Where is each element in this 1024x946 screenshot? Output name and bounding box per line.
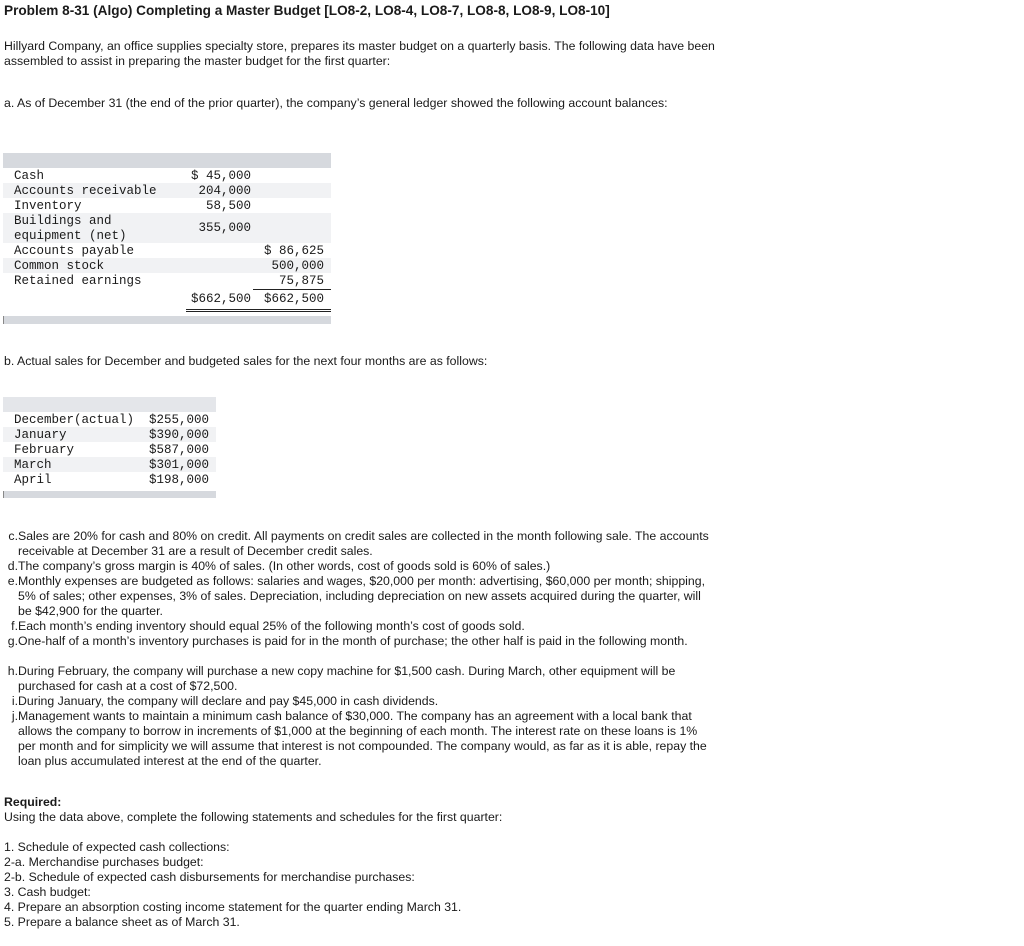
account-label-line2: equipment (net): [14, 229, 127, 243]
table-row: [3, 258, 331, 273]
debit-total: $662,500: [190, 292, 251, 306]
table-footer-bar: [3, 491, 216, 498]
item-i: [4, 694, 714, 709]
item-text: One-half of a month’s inventory purchases is paid for in the month of purchase; the other half is paid in the following month.: [18, 634, 688, 648]
required-item-2a: 2-a. Merchandise purchases budget:: [4, 855, 204, 869]
month-label: February: [14, 443, 75, 457]
table-row: [3, 183, 331, 198]
table-footer-bar: [3, 316, 331, 324]
debit-value: 58,500: [205, 199, 251, 213]
table-row: [3, 198, 331, 213]
total-rule-1: [186, 309, 331, 310]
credit-value: 500,000: [271, 259, 324, 273]
account-label: Accounts payable: [14, 244, 135, 258]
required-item-5: 5. Prepare a balance sheet as of March 31.: [4, 915, 240, 929]
sales-amount: $301,000: [148, 458, 209, 472]
account-label: Cash: [14, 169, 45, 183]
required-intro: Using the data above, complete the following statements and schedules for the first quarter:: [4, 810, 503, 824]
table-row: [3, 427, 216, 442]
table-header-bar: [3, 153, 331, 168]
required-item-3: 3. Cash budget:: [4, 885, 91, 899]
item-j: [4, 709, 714, 769]
month-label: April: [14, 473, 52, 487]
account-label: Common stock: [14, 259, 105, 273]
debit-value: $ 45,000: [190, 169, 251, 183]
sales-amount: $390,000: [148, 428, 209, 442]
item-g: [4, 634, 714, 649]
intro-paragraph: Hillyard Company, an office supplies specialty store, prepares its master budget on a quarterly basis. The following data have been assembled to assist in preparing the master budget for the first quarter:: [4, 39, 715, 68]
table-footer-edge: [3, 316, 4, 324]
item-f: [4, 619, 714, 634]
item-marker: g.: [7, 634, 18, 648]
month-label: January: [14, 428, 67, 442]
part-a-text: a. As of December 31 (the end of the prior quarter), the company’s general ledger showed the following account balances:: [4, 96, 668, 110]
item-marker: d.: [7, 559, 18, 573]
item-marker: e.: [7, 574, 18, 588]
total-rule-2: [186, 311, 331, 312]
item-e: [4, 574, 714, 619]
credit-value: $ 86,625: [263, 244, 324, 258]
item-text: During January, the company will declare and pay $45,000 in cash dividends.: [18, 694, 439, 708]
subtotal-rule: [253, 289, 331, 290]
table-row: [3, 213, 331, 243]
item-text: Each month’s ending inventory should equal 25% of the following month’s cost of goods sold.: [18, 619, 525, 633]
required-item-1: 1. Schedule of expected cash collections:: [4, 840, 230, 854]
problem-title: Problem 8-31 (Algo) Completing a Master Budget [LO8-2, LO8-4, LO8-7, LO8-8, LO8-9, LO8-10]: [4, 3, 610, 18]
table-header-bar: [3, 397, 216, 412]
credit-value: 75,875: [278, 274, 324, 288]
sales-amount: $198,000: [148, 473, 209, 487]
totals-row: [3, 291, 331, 306]
account-label: Inventory: [14, 199, 82, 213]
item-c: [4, 529, 714, 559]
item-h: [4, 664, 714, 694]
item-text: Sales are 20% for cash and 80% on credit. All payments on credit sales are collected in the month following sale. The accounts receivable at December 31 are a result of December credit sales.: [18, 529, 709, 558]
ledger-table: [3, 153, 331, 324]
table-row: [3, 168, 331, 183]
item-marker: h.: [7, 664, 18, 678]
sales-table: [3, 397, 216, 498]
debit-value: 204,000: [198, 184, 251, 198]
sales-amount: $255,000: [148, 413, 209, 427]
table-row: [3, 442, 216, 457]
table-row: [3, 412, 216, 427]
account-label: Retained earnings: [14, 274, 142, 288]
item-marker: f.: [11, 619, 18, 633]
required-item-4: 4. Prepare an absorption costing income statement for the quarter ending March 31.: [4, 900, 462, 914]
debit-value: 355,000: [198, 221, 251, 235]
credit-total: $662,500: [263, 292, 324, 306]
sales-amount: $587,000: [148, 443, 209, 457]
required-heading: Required:: [4, 795, 62, 809]
month-label: December(actual): [14, 413, 135, 427]
item-text: During February, the company will purchase a new copy machine for $1,500 cash. During March, other equipment will be purchased for cash at a cost of $72,500.: [18, 664, 676, 693]
account-label: Accounts receivable: [14, 184, 157, 198]
item-text: Monthly expenses are budgeted as follows: salaries and wages, $20,000 per month: advertising, $60,000 per month; shipping, 5% of sales; other expenses, 3% of sales. Depreciation, including depreciation on new assets acquired during the quarter, will be $42,900 for the quarter.: [18, 574, 706, 618]
table-row: [3, 243, 331, 258]
required-item-2b: 2-b. Schedule of expected cash disbursements for merchandise purchases:: [4, 870, 415, 884]
table-footer-edge: [3, 491, 4, 498]
table-row: [3, 457, 216, 472]
table-row: [3, 472, 216, 487]
item-text: The company’s gross margin is 40% of sales. (In other words, cost of goods sold is 60% of sales.): [18, 559, 551, 573]
month-label: March: [14, 458, 52, 472]
item-d: [4, 559, 714, 574]
item-text: Management wants to maintain a minimum cash balance of $30,000. The company has an agreement with a local bank that allows the company to borrow in increments of $1,000 at the beginning of each month. The interest rate on these loans is 1% per month and for simplicity we will assume that interest is not compounded. The company would, as far as it is able, repay the loan plus accumulated interest at the end of the quarter.: [18, 709, 707, 768]
item-marker: c.: [8, 529, 18, 543]
account-label-line1: Buildings and: [14, 214, 112, 228]
item-marker: j.: [11, 709, 18, 723]
table-row: [3, 273, 331, 288]
item-marker: i.: [11, 694, 18, 708]
part-b-text: b. Actual sales for December and budgeted sales for the next four months are as follows:: [4, 354, 488, 368]
